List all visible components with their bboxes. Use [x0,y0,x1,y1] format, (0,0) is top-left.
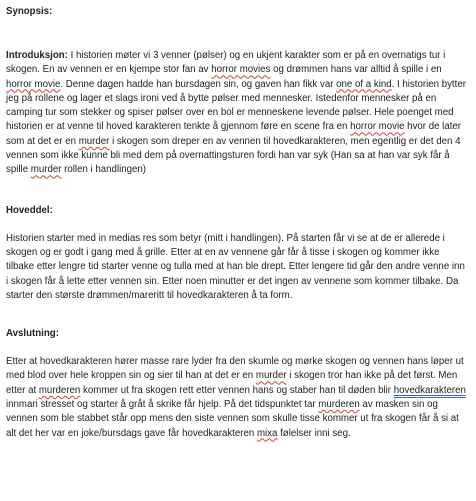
spelling-flag[interactable]: mixa [256,427,278,439]
avslutning-paragraph[interactable] [6,355,468,441]
text-run: av masken sin og vennen som ble stabbet står opp mens den siste vennen som skulle tisse kommer ut fra skogen får å si at alt det her var en joke/bursdags gave får hovedkarakteren [6,399,459,439]
hoveddel-paragraph[interactable] [6,232,468,303]
grammar-flag[interactable]: hovedkarakteren [393,384,466,396]
spelling-flag[interactable]: murder [78,135,110,147]
synopsis-heading: Synopsis: [6,6,53,17]
text-run: Etter at hovedkarakteren hører masse rare lyder fra den skumle og mørke skogen og vennen hans løper ut med blod over hele kroppen sin og sier til han at det er en [6,356,464,382]
avslutning-heading: Avslutning: [6,328,59,340]
text-run: i skogen som dreper en av vennen til hovedkarakteren, men egentlig er det den 4 vennen som ikke kunne bli med dem på overnattingsturen fordi han var syk (Han sa at han var syk får å spille [6,135,461,176]
text-run: kommer ut fra skogen rett etter vennen hans og staber han til døden blir [80,384,394,396]
spelling-flag[interactable]: horror movie [6,78,61,90]
spelling-flag[interactable]: murder [30,164,62,176]
text-run: hvor de later som at det er en [6,121,462,147]
spelling-flag[interactable]: murder [255,370,287,382]
text-run: rollen i handlingen) [61,164,147,176]
text-run: I historien møter vi 3 venner (pølser) og en ukjent karakter som er på en overnatigs tur i skogen. En av vennen er en kjempe stor fan av [6,50,446,76]
text-run: følelser inni seg. [277,427,351,439]
introduksjon-paragraph[interactable] [6,49,468,178]
spelling-flag[interactable]: one of a kind [336,78,392,90]
text-run: og drømmen hans var alltid å spille i en [270,64,442,76]
text-run: Historien starter med in medias res som betyr (mitt i handlingen). På starten får vi se at de er allerede i skogen og er godt i gang med å grille. Etter at en av vennene går får å tisse i skogen og kommer ikke tilbake etter lengre tid starter venne og tulla med at han ble drept. Etter lengere tid går den andre venne inn i skogen får å lette etter vennen sin. Etter noen minutter er det ingen av vennene som kommer tilbake. Da starter den største drømmen/mareritt til hovedkarakteren å ta form. [6,232,465,301]
spelling-flag[interactable]: murderen [38,384,81,396]
spelling-flag[interactable]: murderen [318,399,360,411]
spelling-flag[interactable]: horror movies [211,64,271,76]
text-run: innmari stresset og starter å gråt å skrike får hjelp. På det tidspunktet tar [6,399,319,411]
hoveddel-heading: Hoveddel: [6,204,53,216]
introduksjon-lead: Introduksjon: [6,50,68,61]
text-run: i skogen tror han ikke på det først. Men etter at [6,370,458,396]
text-run: . I historien bytter jeg på rollene og lager et slags ironi ved å bytte pølser med mennesker. Istedenfor mennesker på en camping tur som stekker og spiser pølser over en bol er menneskene levende pølser. Hele poenget med historien er at venne til hoved karakteren tenkte å gjennom føre en scene fra en [6,78,466,133]
spelling-flag[interactable]: horror movie [350,121,405,133]
text-run: . Denne dagen hadde han bursdagen sin, og gaven han fikk var [60,78,337,90]
